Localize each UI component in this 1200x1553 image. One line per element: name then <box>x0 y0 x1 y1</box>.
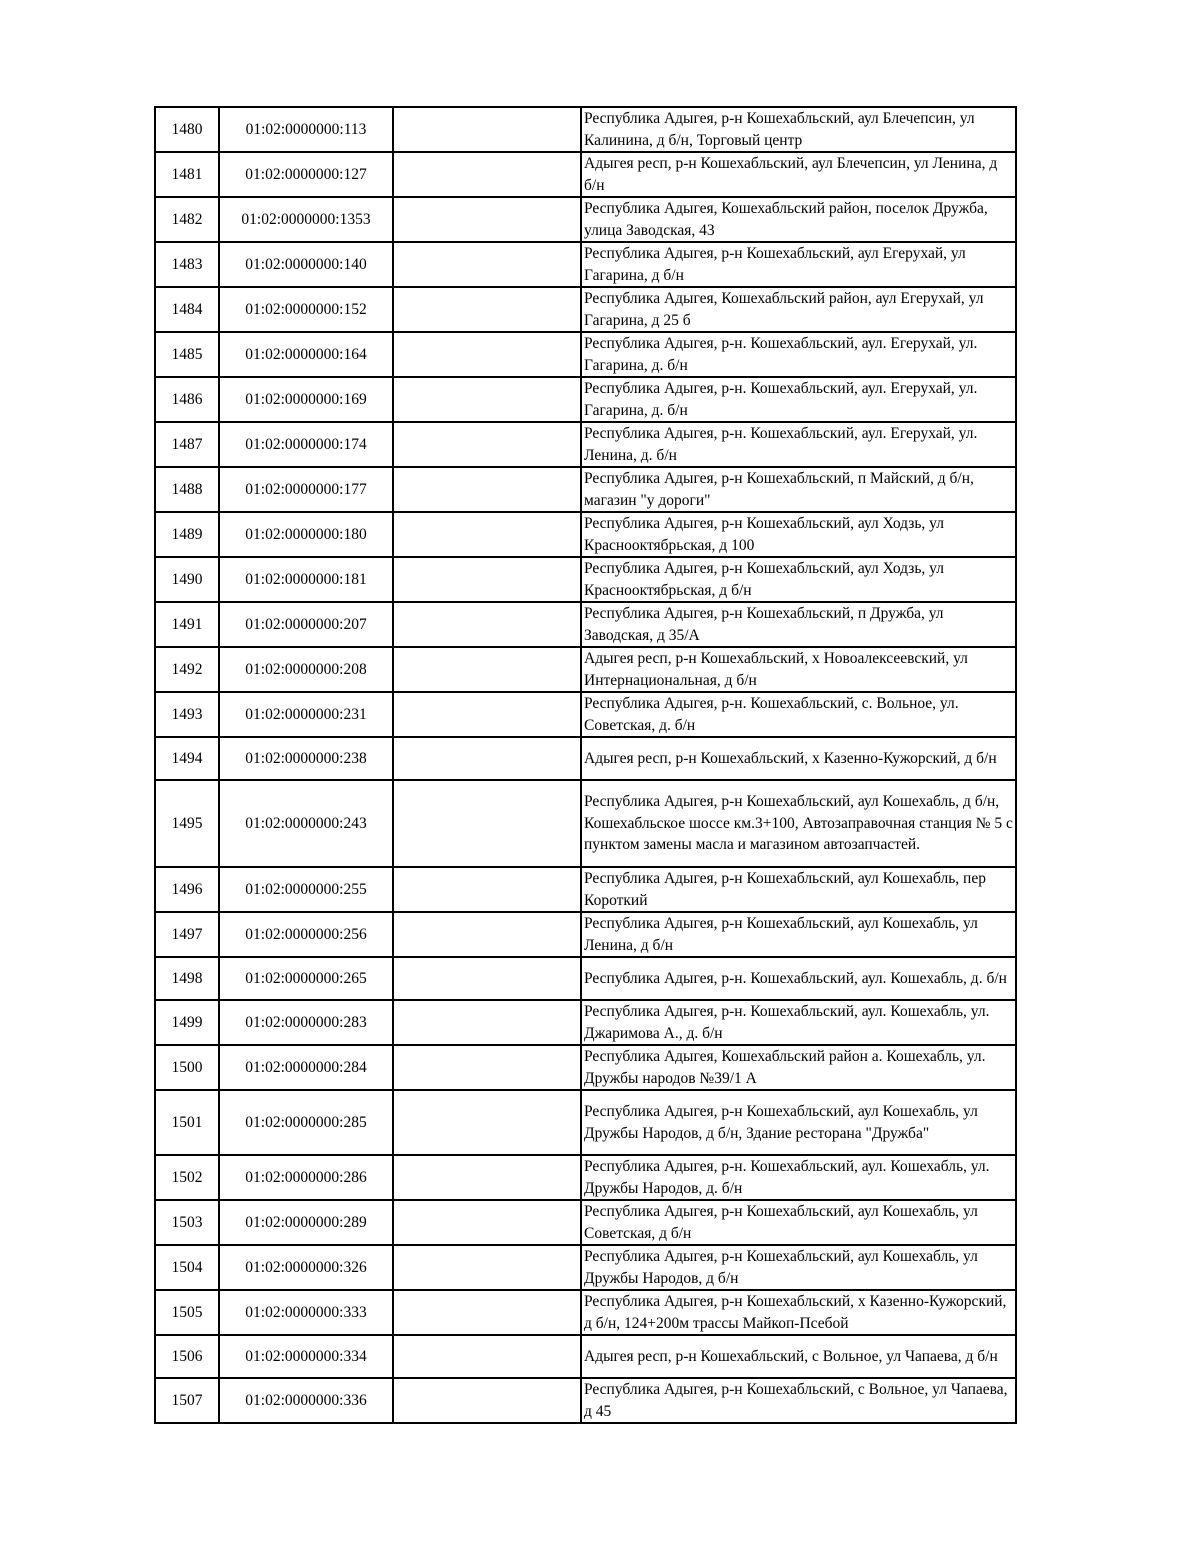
address-cell: Республика Адыгея, р-н Кошехабльский, аул Ходзь, ул Краснооктябрьская, д 100 <box>581 512 1016 557</box>
address-cell: Республика Адыгея, р-н Кошехабльский, аул Егерухай, ул Гагарина, д б/н <box>581 242 1016 287</box>
empty-cell <box>393 422 581 467</box>
cadastral-number: 01:02:0000000:285 <box>219 1090 393 1155</box>
table-row <box>155 287 1016 332</box>
document-page <box>154 106 1015 1424</box>
row-number: 1499 <box>155 1000 219 1045</box>
table-row <box>155 647 1016 692</box>
table-row <box>155 1335 1016 1378</box>
row-number: 1490 <box>155 557 219 602</box>
empty-cell <box>393 377 581 422</box>
cadastral-number: 01:02:0000000:140 <box>219 242 393 287</box>
cadastral-number: 01:02:0000000:336 <box>219 1378 393 1423</box>
cadastral-number: 01:02:0000000:169 <box>219 377 393 422</box>
table-row <box>155 867 1016 912</box>
table-row <box>155 377 1016 422</box>
empty-cell <box>393 1245 581 1290</box>
table-row <box>155 467 1016 512</box>
address-cell: Республика Адыгея, р-н Кошехабльский, аул Ходзь, ул Краснооктябрьская, д б/н <box>581 557 1016 602</box>
cadastral-number: 01:02:0000000:238 <box>219 737 393 780</box>
cadastral-number: 01:02:0000000:231 <box>219 692 393 737</box>
cadastral-number: 01:02:0000000:283 <box>219 1000 393 1045</box>
empty-cell <box>393 1200 581 1245</box>
row-number: 1501 <box>155 1090 219 1155</box>
address-cell: Республика Адыгея, р-н Кошехабльский, х Казенно-Кужорский, д б/н, 124+200м трассы Майкоп-Псебой <box>581 1290 1016 1335</box>
address-cell: Республика Адыгея, р-н. Кошехабльский, аул. Кошехабль, д. б/н <box>581 957 1016 1000</box>
address-cell: Республика Адыгея, р-н. Кошехабльский, аул. Кошехабль, ул. Дружбы Народов, д. б/н <box>581 1155 1016 1200</box>
address-cell: Адыгея респ, р-н Кошехабльский, с Вольное, ул Чапаева, д б/н <box>581 1335 1016 1378</box>
row-number: 1504 <box>155 1245 219 1290</box>
empty-cell <box>393 1155 581 1200</box>
address-cell: Республика Адыгея, р-н. Кошехабльский, аул. Егерухай, ул. Ленина, д. б/н <box>581 422 1016 467</box>
row-number: 1500 <box>155 1045 219 1090</box>
row-number: 1488 <box>155 467 219 512</box>
address-cell: Республика Адыгея, Кошехабльский район, аул Егерухай, ул Гагарина, д 25 б <box>581 287 1016 332</box>
table-row <box>155 107 1016 152</box>
address-cell: Республика Адыгея, р-н. Кошехабльский, аул. Егерухай, ул. Гагарина, д. б/н <box>581 377 1016 422</box>
empty-cell <box>393 957 581 1000</box>
address-cell: Республика Адыгея, р-н Кошехабльский, аул Кошехабль, ул Дружбы Народов, д б/н, Здание ресторана "Дружба" <box>581 1090 1016 1155</box>
empty-cell <box>393 912 581 957</box>
row-number: 1503 <box>155 1200 219 1245</box>
cadastral-number: 01:02:0000000:289 <box>219 1200 393 1245</box>
address-cell: Адыгея респ, р-н Кошехабльский, аул Блечепсин, ул Ленина, д б/н <box>581 152 1016 197</box>
table-row <box>155 1000 1016 1045</box>
row-number: 1483 <box>155 242 219 287</box>
row-number: 1498 <box>155 957 219 1000</box>
address-cell: Республика Адыгея, р-н Кошехабльский, аул Кошехабль, ул Ленина, д б/н <box>581 912 1016 957</box>
table-row <box>155 422 1016 467</box>
table-row <box>155 242 1016 287</box>
empty-cell <box>393 152 581 197</box>
empty-cell <box>393 602 581 647</box>
cadastral-number: 01:02:0000000:286 <box>219 1155 393 1200</box>
row-number: 1487 <box>155 422 219 467</box>
empty-cell <box>393 1290 581 1335</box>
table-row <box>155 957 1016 1000</box>
row-number: 1505 <box>155 1290 219 1335</box>
empty-cell <box>393 647 581 692</box>
cadastral-number: 01:02:0000000:333 <box>219 1290 393 1335</box>
empty-cell <box>393 1090 581 1155</box>
empty-cell <box>393 1045 581 1090</box>
row-number: 1493 <box>155 692 219 737</box>
address-cell: Адыгея респ, р-н Кошехабльский, х Казенно-Кужорский, д б/н <box>581 737 1016 780</box>
address-cell: Республика Адыгея, р-н Кошехабльский, аул Кошехабль, д б/н, Кошехабльское шоссе км.3+100, Автозаправочная станция № 5 с пунктом замены масла и магазином автозапчастей. <box>581 780 1016 867</box>
table-row <box>155 197 1016 242</box>
address-cell: Адыгея респ, р-н Кошехабльский, х Новоалексеевский, ул Интернациональная, д б/н <box>581 647 1016 692</box>
cadastral-number: 01:02:0000000:177 <box>219 467 393 512</box>
empty-cell <box>393 107 581 152</box>
row-number: 1486 <box>155 377 219 422</box>
table-row <box>155 1200 1016 1245</box>
cadastral-number: 01:02:0000000:1353 <box>219 197 393 242</box>
address-cell: Республика Адыгея, р-н Кошехабльский, п Дружба, ул Заводская, д 35/А <box>581 602 1016 647</box>
cadastral-number: 01:02:0000000:207 <box>219 602 393 647</box>
address-cell: Республика Адыгея, р-н Кошехабльский, п Майский, д б/н, магазин "у дороги" <box>581 467 1016 512</box>
empty-cell <box>393 1378 581 1423</box>
empty-cell <box>393 737 581 780</box>
address-cell: Республика Адыгея, Кошехабльский район а. Кошехабль, ул. Дружбы народов №39/1 А <box>581 1045 1016 1090</box>
empty-cell <box>393 467 581 512</box>
cadastral-number: 01:02:0000000:255 <box>219 867 393 912</box>
row-number: 1491 <box>155 602 219 647</box>
row-number: 1496 <box>155 867 219 912</box>
row-number: 1494 <box>155 737 219 780</box>
row-number: 1492 <box>155 647 219 692</box>
cadastral-number: 01:02:0000000:326 <box>219 1245 393 1290</box>
cadastral-number: 01:02:0000000:334 <box>219 1335 393 1378</box>
empty-cell <box>393 512 581 557</box>
cadastral-number: 01:02:0000000:265 <box>219 957 393 1000</box>
address-cell: Республика Адыгея, р-н Кошехабльский, аул Кошехабль, пер Короткий <box>581 867 1016 912</box>
empty-cell <box>393 242 581 287</box>
row-number: 1480 <box>155 107 219 152</box>
cadastral-number: 01:02:0000000:243 <box>219 780 393 867</box>
row-number: 1502 <box>155 1155 219 1200</box>
cadastral-number: 01:02:0000000:256 <box>219 912 393 957</box>
cadastral-number: 01:02:0000000:180 <box>219 512 393 557</box>
empty-cell <box>393 332 581 377</box>
row-number: 1489 <box>155 512 219 557</box>
cadastral-number: 01:02:0000000:152 <box>219 287 393 332</box>
table-row <box>155 512 1016 557</box>
empty-cell <box>393 867 581 912</box>
table-row <box>155 1378 1016 1423</box>
row-number: 1507 <box>155 1378 219 1423</box>
address-cell: Республика Адыгея, р-н. Кошехабльский, аул. Егерухай, ул. Гагарина, д. б/н <box>581 332 1016 377</box>
empty-cell <box>393 780 581 867</box>
cadastral-number: 01:02:0000000:208 <box>219 647 393 692</box>
row-number: 1495 <box>155 780 219 867</box>
row-number: 1482 <box>155 197 219 242</box>
cadastral-number: 01:02:0000000:113 <box>219 107 393 152</box>
empty-cell <box>393 692 581 737</box>
table-row <box>155 332 1016 377</box>
property-table-body <box>155 107 1016 1423</box>
cadastral-number: 01:02:0000000:174 <box>219 422 393 467</box>
property-table <box>154 106 1017 1424</box>
table-row <box>155 737 1016 780</box>
table-row <box>155 602 1016 647</box>
row-number: 1497 <box>155 912 219 957</box>
empty-cell <box>393 557 581 602</box>
row-number: 1506 <box>155 1335 219 1378</box>
table-row <box>155 152 1016 197</box>
cadastral-number: 01:02:0000000:164 <box>219 332 393 377</box>
address-cell: Республика Адыгея, р-н Кошехабльский, с Вольное, ул Чапаева, д 45 <box>581 1378 1016 1423</box>
table-row <box>155 1090 1016 1155</box>
address-cell: Республика Адыгея, р-н Кошехабльский, аул Кошехабль, ул Советская, д б/н <box>581 1200 1016 1245</box>
table-row <box>155 1045 1016 1090</box>
empty-cell <box>393 287 581 332</box>
table-row <box>155 912 1016 957</box>
address-cell: Республика Адыгея, р-н Кошехабльский, аул Блечепсин, ул Калинина, д б/н, Торговый центр <box>581 107 1016 152</box>
empty-cell <box>393 1335 581 1378</box>
row-number: 1484 <box>155 287 219 332</box>
row-number: 1485 <box>155 332 219 377</box>
address-cell: Республика Адыгея, р-н Кошехабльский, аул Кошехабль, ул Дружбы Народов, д б/н <box>581 1245 1016 1290</box>
table-row <box>155 692 1016 737</box>
table-row <box>155 780 1016 867</box>
table-row <box>155 1155 1016 1200</box>
row-number: 1481 <box>155 152 219 197</box>
table-row <box>155 1245 1016 1290</box>
empty-cell <box>393 197 581 242</box>
address-cell: Республика Адыгея, р-н. Кошехабльский, с. Вольное, ул. Советская, д. б/н <box>581 692 1016 737</box>
address-cell: Республика Адыгея, Кошехабльский район, поселок Дружба, улица Заводская, 43 <box>581 197 1016 242</box>
cadastral-number: 01:02:0000000:284 <box>219 1045 393 1090</box>
table-row <box>155 557 1016 602</box>
cadastral-number: 01:02:0000000:127 <box>219 152 393 197</box>
table-row <box>155 1290 1016 1335</box>
address-cell: Республика Адыгея, р-н. Кошехабльский, аул. Кошехабль, ул. Джаримова А., д. б/н <box>581 1000 1016 1045</box>
cadastral-number: 01:02:0000000:181 <box>219 557 393 602</box>
empty-cell <box>393 1000 581 1045</box>
